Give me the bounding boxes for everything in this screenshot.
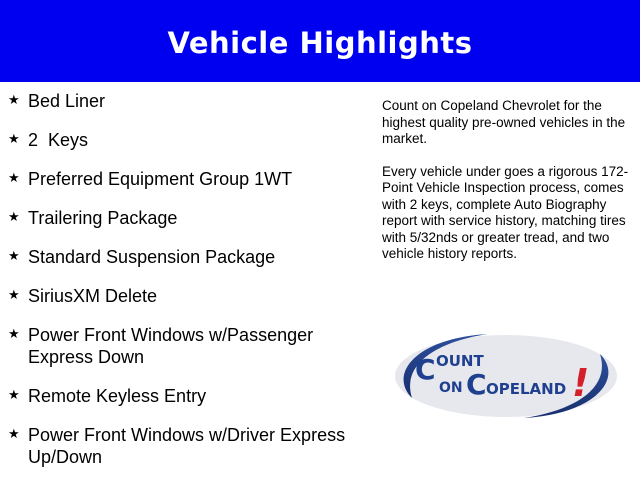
- star-icon: ★: [8, 427, 20, 442]
- count-on-copeland-logo: [390, 330, 622, 422]
- list-item: [8, 129, 348, 151]
- logo-letter: C: [415, 353, 436, 386]
- dealer-blurb: [382, 98, 634, 279]
- star-icon: ★: [8, 327, 20, 342]
- list-item: [8, 285, 348, 307]
- star-icon: ★: [8, 249, 20, 264]
- star-icon: ★: [8, 210, 20, 225]
- list-item: [8, 424, 348, 468]
- feature-list: [8, 90, 348, 485]
- star-icon: ★: [8, 388, 20, 403]
- feature-label: Preferred Equipment Group 1WT: [28, 169, 293, 189]
- star-icon: ★: [8, 171, 20, 186]
- blurb-paragraph: Count on Copeland Chevrolet for the highest quality pre-owned vehicles in the market.: [382, 98, 626, 146]
- star-icon: ★: [8, 93, 20, 108]
- list-item: [8, 207, 348, 229]
- feature-label: Power Front Windows w/Driver Express Up/Down: [28, 425, 346, 467]
- list-item: [8, 246, 348, 268]
- feature-label: Trailering Package: [28, 208, 178, 228]
- page-title: Vehicle Highlights: [167, 26, 473, 60]
- list-item: [8, 168, 348, 190]
- feature-label: Bed Liner: [28, 91, 106, 111]
- feature-label: SiriusXM Delete: [28, 286, 158, 306]
- logo-word: ON: [439, 380, 463, 396]
- logo-letter: C: [466, 368, 487, 401]
- header-banner: [0, 0, 640, 82]
- list-item: [8, 90, 348, 112]
- logo-word: OPELAND: [486, 380, 567, 398]
- feature-label: Power Front Windows w/Passenger Express Down: [28, 325, 314, 367]
- feature-label: Remote Keyless Entry: [28, 386, 207, 406]
- feature-label: Standard Suspension Package: [28, 247, 276, 267]
- star-icon: ★: [8, 288, 20, 303]
- logo-word: OUNT: [436, 352, 484, 370]
- feature-label: 2 Keys: [28, 130, 89, 150]
- logo-exclamation: !: [572, 361, 590, 405]
- blurb-paragraph: Every vehicle under goes a rigorous 172-Point Vehicle Inspection process, comes with 2 keys, complete Auto Biography report with service history, matching tires with 5/32nds or greater tread, and two vehicle history reports.: [382, 163, 629, 261]
- list-item: [8, 324, 348, 368]
- list-item: [8, 385, 348, 407]
- star-icon: ★: [8, 132, 20, 147]
